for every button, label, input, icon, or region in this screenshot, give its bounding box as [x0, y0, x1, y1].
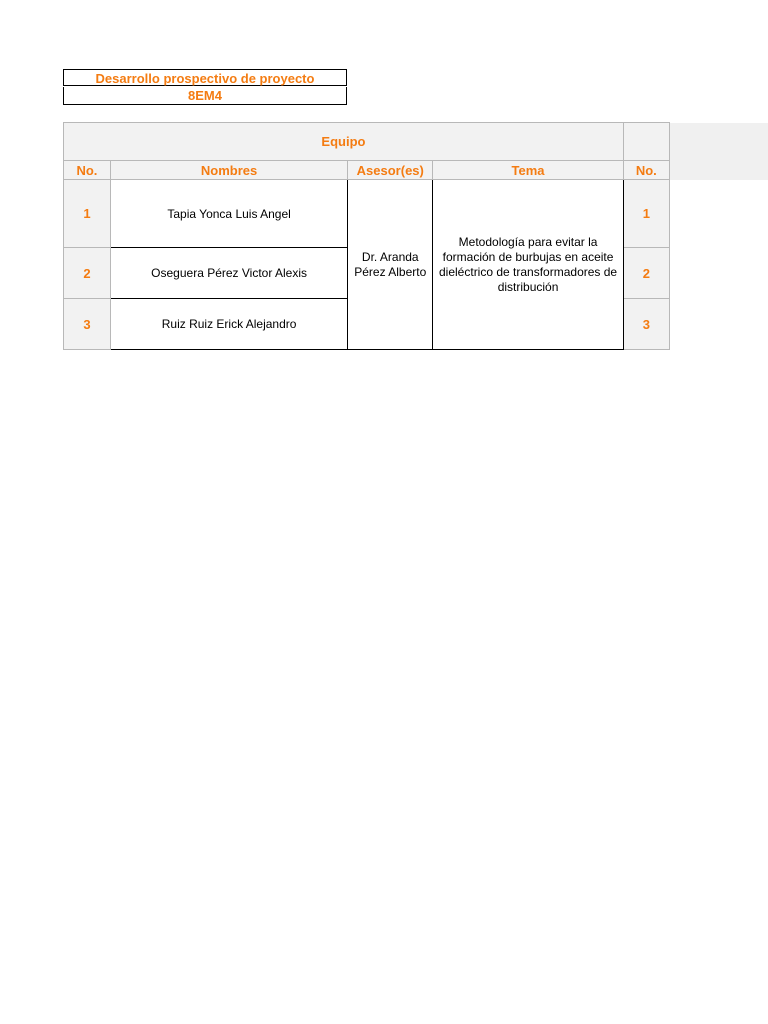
right-gray-band	[669, 123, 768, 180]
empty-cell	[669, 180, 768, 248]
column-header-asesor: Asesor(es)	[348, 161, 433, 180]
column-header-tema: Tema	[433, 161, 624, 180]
row-number: 2	[64, 248, 111, 299]
section-header-row	[64, 123, 768, 161]
column-header-nombres: Nombres	[110, 161, 347, 180]
advisor-cell: Dr. Aranda Pérez Alberto	[348, 180, 433, 350]
member-name: Tapia Yonca Luis Angel	[110, 180, 347, 248]
section-title: Equipo	[64, 123, 624, 161]
row-number-right: 2	[623, 248, 669, 299]
row-number-right: 3	[623, 299, 669, 350]
column-header-no-right: No.	[623, 161, 669, 180]
column-header-row	[64, 161, 768, 180]
row-number: 3	[64, 299, 111, 350]
empty-cell	[669, 248, 768, 299]
team-table	[63, 122, 768, 350]
row-number-right: 1	[623, 180, 669, 248]
empty-cell	[669, 299, 768, 350]
document-title: Desarrollo prospectivo de proyecto	[63, 69, 347, 86]
topic-cell: Metodología para evitar la formación de burbujas en aceite dieléctrico de transformadores de distribución	[433, 180, 624, 350]
right-header-blank	[623, 123, 669, 161]
table-row	[64, 180, 768, 248]
group-code: 8EM4	[63, 87, 347, 105]
column-header-no: No.	[64, 161, 111, 180]
row-number: 1	[64, 180, 111, 248]
member-name: Oseguera Pérez Victor Alexis	[110, 248, 347, 299]
member-name: Ruiz Ruiz Erick Alejandro	[110, 299, 347, 350]
